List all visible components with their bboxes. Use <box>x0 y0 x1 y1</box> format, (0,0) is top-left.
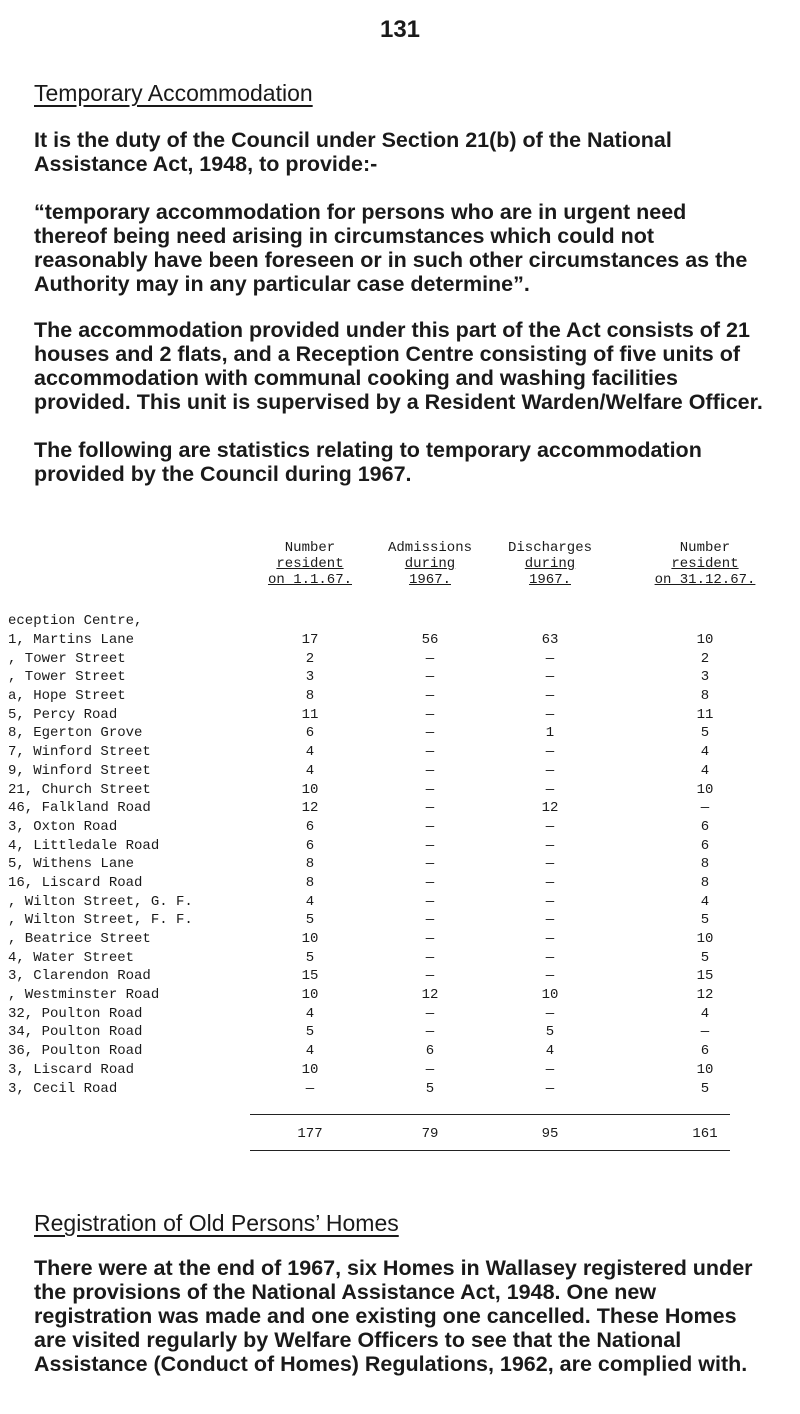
resident-start-cell: 5 <box>305 1024 315 1041</box>
discharges-cell: — <box>545 1005 555 1022</box>
address-cell: , Wilton Street, F. F. <box>8 912 193 929</box>
address-cell: 46, Falkland Road <box>8 800 151 817</box>
table-row <box>0 687 800 706</box>
total-admissions: 79 <box>421 1125 439 1142</box>
admissions-cell: — <box>425 856 435 873</box>
resident-end-cell: 2 <box>700 650 710 667</box>
resident-start-cell: 15 <box>301 968 319 985</box>
admissions-cell: — <box>425 931 435 948</box>
admissions-cell: — <box>425 669 435 686</box>
table-row <box>0 892 800 911</box>
admissions-cell: — <box>425 762 435 779</box>
discharges-cell: — <box>545 968 555 985</box>
resident-end-cell: — <box>700 800 710 817</box>
address-cell: 16, Liscard Road <box>8 874 143 891</box>
table-row <box>0 1061 800 1080</box>
resident-start-cell: 10 <box>301 987 319 1004</box>
resident-end-cell: 6 <box>700 818 710 835</box>
address-cell: 3, Clarendon Road <box>8 968 151 985</box>
discharges-cell: — <box>545 1061 555 1078</box>
resident-start-header: Number resident on 1.1.67. <box>267 540 352 588</box>
totals-row <box>0 1098 800 1144</box>
address-cell: 5, Percy Road <box>8 706 118 723</box>
discharges-cell: 5 <box>545 1024 555 1041</box>
accommodation-statistics-table <box>0 540 800 1144</box>
discharges-cell: 4 <box>545 1043 555 1060</box>
table-row <box>0 986 800 1005</box>
resident-start-cell: 2 <box>305 650 315 667</box>
resident-end-cell: 4 <box>700 744 710 761</box>
resident-start-cell: 4 <box>305 744 315 761</box>
resident-end-cell: 10 <box>696 632 714 649</box>
group-label-row <box>0 612 800 631</box>
registration-heading: Registration of Old Persons’ Homes <box>34 1210 399 1236</box>
discharges-cell: — <box>545 856 555 873</box>
table-row <box>0 743 800 762</box>
table-row <box>0 836 800 855</box>
table-row <box>0 874 800 893</box>
table-header-row <box>0 540 800 612</box>
registration-paragraph: There were at the end of 1967, six Homes in Wallasey registered under the provisions of the National Assistance Act, 1948. One new registration was made and one existing one cancelled. These Homes are visited regularly by Welfare Officers to see that the National Assistance (Conduct of Homes) Regulations, 1962, are complied with. <box>34 1256 753 1376</box>
address-cell: 32, Poulton Road <box>8 1005 143 1022</box>
table-row <box>0 818 800 837</box>
totals-rule-bottom <box>250 1150 730 1151</box>
resident-start-cell: 4 <box>305 1005 315 1022</box>
discharges-cell: — <box>545 931 555 948</box>
resident-end-cell: 10 <box>696 1061 714 1078</box>
resident-start-cell: 6 <box>305 725 315 742</box>
discharges-cell: — <box>545 688 555 705</box>
address-cell: 5, Withens Lane <box>8 856 135 873</box>
discharges-cell: — <box>545 837 555 854</box>
resident-start-cell: 6 <box>305 818 315 835</box>
resident-start-cell: 12 <box>301 800 319 817</box>
table-row <box>0 724 800 743</box>
discharges-cell: — <box>545 874 555 891</box>
table-row <box>0 855 800 874</box>
admissions-cell: — <box>425 893 435 910</box>
address-cell: 34, Poulton Road <box>8 1024 143 1041</box>
resident-end-cell: 4 <box>700 893 710 910</box>
table-row <box>0 799 800 818</box>
address-cell: 3, Cecil Road <box>8 1080 118 1097</box>
admissions-cell: — <box>425 818 435 835</box>
resident-end-cell: 5 <box>700 949 710 966</box>
address-cell: 4, Water Street <box>8 949 135 966</box>
discharges-cell: — <box>545 669 555 686</box>
resident-end-cell: 4 <box>700 762 710 779</box>
table-row <box>0 705 800 724</box>
table-row <box>0 780 800 799</box>
address-cell: 7, Winford Street <box>8 744 151 761</box>
resident-start-cell: 8 <box>305 688 315 705</box>
resident-end-cell: 11 <box>696 706 714 723</box>
resident-start-cell: 4 <box>305 893 315 910</box>
discharges-cell: — <box>545 893 555 910</box>
address-cell: 3, Liscard Road <box>8 1061 135 1078</box>
resident-start-cell: 8 <box>305 874 315 891</box>
resident-start-cell: 4 <box>305 1043 315 1060</box>
admissions-cell: — <box>425 949 435 966</box>
table-row <box>0 668 800 687</box>
resident-start-cell: 3 <box>305 669 315 686</box>
admissions-cell: — <box>425 1005 435 1022</box>
table-row <box>0 631 800 650</box>
address-cell: , Beatrice Street <box>8 931 151 948</box>
resident-start-cell: 10 <box>301 781 319 798</box>
address-cell: , Wilton Street, G. F. <box>8 893 193 910</box>
discharges-cell: 1 <box>545 725 555 742</box>
resident-end-cell: 10 <box>696 781 714 798</box>
discharges-cell: — <box>545 949 555 966</box>
total-discharges: 95 <box>541 1125 559 1142</box>
admissions-cell: 12 <box>421 987 439 1004</box>
resident-end-header: Number resident on 31.12.67. <box>654 540 756 588</box>
table-row <box>0 948 800 967</box>
definition-quote: “temporary accommodation for persons who are in urgent need thereof being need arising in circumstances which could not reasonably have been foreseen or in such other circumstances as the Authority may in any particular case determine”. <box>34 200 748 296</box>
resident-end-cell: 8 <box>700 688 710 705</box>
resident-start-cell: 8 <box>305 856 315 873</box>
temporary-accommodation-heading: Temporary Accommodation <box>34 80 313 106</box>
discharges-cell: — <box>545 762 555 779</box>
admissions-cell: — <box>425 800 435 817</box>
accommodation-description: The accommodation provided under this part of the Act consists of 21 houses and 2 flats, and a Reception Centre consisting of five units of accommodation with communal cooking and washing facilities provided. This unit is supervised by a Resident Warden/Welfare Officer. <box>34 318 763 414</box>
table-row <box>0 762 800 781</box>
admissions-cell: — <box>425 1024 435 1041</box>
discharges-cell: — <box>545 650 555 667</box>
discharges-header: Discharges during 1967. <box>507 540 592 588</box>
resident-end-cell: 12 <box>696 987 714 1004</box>
address-cell: 3, Oxton Road <box>8 818 118 835</box>
admissions-cell: — <box>425 912 435 929</box>
discharges-cell: — <box>545 781 555 798</box>
duty-paragraph: It is the duty of the Council under Section 21(b) of the National Assistance Act, 1948, to provide:- <box>34 128 672 176</box>
discharges-cell: — <box>545 744 555 761</box>
admissions-cell: — <box>425 837 435 854</box>
address-cell: 9, Winford Street <box>8 762 151 779</box>
address-cell: 21, Church Street <box>8 781 151 798</box>
discharges-cell: 12 <box>541 800 559 817</box>
resident-end-cell: 6 <box>700 1043 710 1060</box>
admissions-cell: — <box>425 725 435 742</box>
resident-end-cell: 4 <box>700 1005 710 1022</box>
admissions-cell: — <box>425 744 435 761</box>
address-cell: a, Hope Street <box>8 688 126 705</box>
address-cell: 4, Littledale Road <box>8 837 160 854</box>
resident-start-cell: — <box>305 1080 315 1097</box>
table-row <box>0 1023 800 1042</box>
table-row <box>0 1079 800 1098</box>
address-cell: , Tower Street <box>8 650 126 667</box>
resident-end-cell: — <box>700 1024 710 1041</box>
resident-start-cell: 4 <box>305 762 315 779</box>
table-row <box>0 930 800 949</box>
statistics-intro: The following are statistics relating to temporary accommodation provided by the Council during 1967. <box>34 438 702 486</box>
admissions-cell: — <box>425 968 435 985</box>
discharges-cell: — <box>545 706 555 723</box>
page-number: 131 <box>379 16 421 43</box>
discharges-cell: — <box>545 1080 555 1097</box>
admissions-cell: 5 <box>425 1080 435 1097</box>
resident-start-cell: 10 <box>301 1061 319 1078</box>
admissions-cell: — <box>425 1061 435 1078</box>
address-cell: 36, Poulton Road <box>8 1043 143 1060</box>
resident-start-cell: 11 <box>301 706 319 723</box>
resident-start-cell: 10 <box>301 931 319 948</box>
admissions-cell: — <box>425 650 435 667</box>
totals-rule-top <box>250 1114 730 1115</box>
admissions-cell: — <box>425 706 435 723</box>
resident-end-cell: 15 <box>696 968 714 985</box>
admissions-cell: 56 <box>421 632 439 649</box>
resident-end-cell: 5 <box>700 912 710 929</box>
resident-start-cell: 17 <box>301 632 319 649</box>
discharges-cell: 10 <box>541 987 559 1004</box>
resident-end-cell: 5 <box>700 1080 710 1097</box>
table-row <box>0 1004 800 1023</box>
address-cell: 1, Martins Lane <box>8 632 135 649</box>
table-row <box>0 911 800 930</box>
admissions-cell: — <box>425 874 435 891</box>
resident-end-cell: 10 <box>696 931 714 948</box>
resident-start-cell: 6 <box>305 837 315 854</box>
discharges-cell: 63 <box>541 632 559 649</box>
resident-end-cell: 8 <box>700 874 710 891</box>
discharges-cell: — <box>545 818 555 835</box>
admissions-cell: — <box>425 688 435 705</box>
resident-start-cell: 5 <box>305 949 315 966</box>
reception-centre-label: eception Centre, <box>8 613 143 630</box>
address-column-header <box>0 540 250 612</box>
admissions-header: Admissions during 1967. <box>387 540 472 588</box>
admissions-cell: — <box>425 781 435 798</box>
resident-end-cell: 6 <box>700 837 710 854</box>
resident-end-cell: 8 <box>700 856 710 873</box>
table-row <box>0 649 800 668</box>
table-row <box>0 967 800 986</box>
discharges-cell: — <box>545 912 555 929</box>
address-cell: 8, Egerton Grove <box>8 725 143 742</box>
address-cell: , Westminster Road <box>8 987 160 1004</box>
resident-end-cell: 3 <box>700 669 710 686</box>
total-resident-start: 177 <box>297 1125 323 1142</box>
resident-start-cell: 5 <box>305 912 315 929</box>
address-cell: , Tower Street <box>8 669 126 686</box>
resident-end-cell: 5 <box>700 725 710 742</box>
total-resident-end: 161 <box>692 1125 718 1142</box>
admissions-cell: 6 <box>425 1043 435 1060</box>
table-row <box>0 1042 800 1061</box>
